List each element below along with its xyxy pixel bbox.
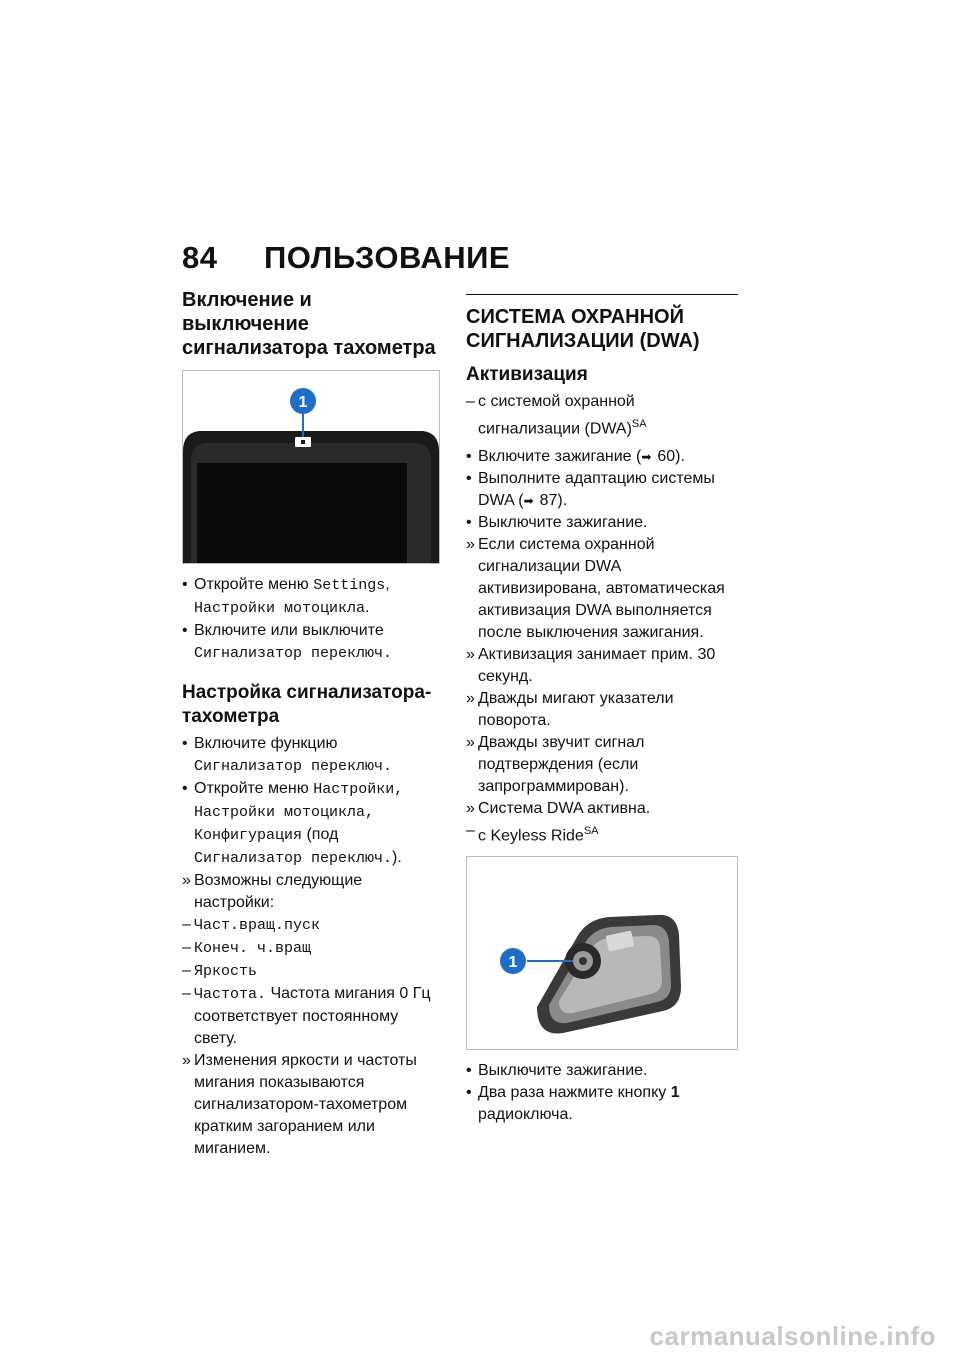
right-column bbox=[466, 288, 738, 1126]
condition-item: – с системой охранной сигнализации (DWA)$^{SA}$ bbox=[466, 393, 647, 438]
step-item: • Выключите зажигание. bbox=[466, 514, 648, 532]
option-item: – Яркость bbox=[182, 962, 258, 980]
list-item: • Откройте меню Settings, Настройки мотоцикла. bbox=[182, 576, 390, 617]
section-divider bbox=[466, 294, 738, 295]
section-heading-tachometer-toggle: Включение и выключение сигнализатора тахометра bbox=[182, 289, 436, 359]
step-item: • Включите зажигание (➡ 60). bbox=[466, 446, 738, 468]
dashboard-figure bbox=[182, 370, 440, 564]
option-item: – Частота. Частота мигания 0 Гц соответствует постоянному свету. bbox=[182, 985, 431, 1047]
watermark: carmanualsonline.info bbox=[649, 1321, 936, 1351]
step-item: • Выполните адаптацию системы DWA (➡ 87). bbox=[466, 468, 738, 512]
step-item: • Выключите зажигание. bbox=[466, 1061, 648, 1079]
page-header bbox=[182, 240, 510, 276]
step-item: • Два раза нажмите кнопку 1 радиоключа. bbox=[466, 1083, 680, 1123]
section-heading-dwa: СИСТЕМА ОХРАННОЙ СИГНАЛИЗАЦИИ (DWA) bbox=[466, 306, 700, 352]
option-item: – Конеч. ч.вращ bbox=[182, 939, 312, 957]
radio-key-illustration bbox=[467, 857, 737, 1049]
result-item: » Дважды мигают указатели поворота. bbox=[466, 690, 674, 730]
list-item: • Включите функцию Сигнализатор переключ. bbox=[182, 735, 393, 775]
page-ref-arrow-icon: ➡ bbox=[641, 450, 652, 465]
result-item: » Изменения яркости и частоты мигания показываются сигнализатором-тахометром кратким загоранием или миганием. bbox=[182, 1052, 417, 1157]
dashboard-illustration bbox=[183, 371, 439, 563]
list-item: • Включите или выключите Сигнализатор переключ. bbox=[182, 622, 393, 662]
section-heading-tachometer-settings: Настройка сигнализатора-тахометра bbox=[182, 682, 432, 727]
callout-number: 1 bbox=[508, 953, 518, 971]
left-column bbox=[182, 288, 438, 1160]
key-figure bbox=[466, 856, 738, 1050]
list-item: • Откройте меню Настройки, Настройки мотоцикла, Конфигурация (под Сигнализатор переключ.). bbox=[182, 780, 404, 867]
section-heading-activation: Активизация bbox=[466, 364, 588, 385]
result-item: » Если система охранной сигнализации DWA активизирована, автоматическая активизация DWA выполняется после выключения зажигания. bbox=[466, 536, 725, 642]
condition-item: – с Keyless Ride$^{SA}$ bbox=[466, 822, 599, 845]
list-item: » Возможны следующие настройки: bbox=[182, 872, 363, 911]
result-item: » Дважды звучит сигнал подтверждения (если запрограммирован). bbox=[466, 734, 645, 796]
result-item: » Активизация занимает прим. 30 секунд. bbox=[466, 646, 716, 686]
page-number: 84 bbox=[182, 240, 218, 275]
callout-number: 1 bbox=[298, 394, 308, 411]
page-ref-arrow-icon: ➡ bbox=[523, 494, 534, 509]
result-item: » Система DWA активна. bbox=[466, 800, 651, 818]
page-title: ПОЛЬЗОВАНИЕ bbox=[264, 240, 511, 275]
option-item: – Част.вращ.пуск bbox=[182, 916, 321, 934]
